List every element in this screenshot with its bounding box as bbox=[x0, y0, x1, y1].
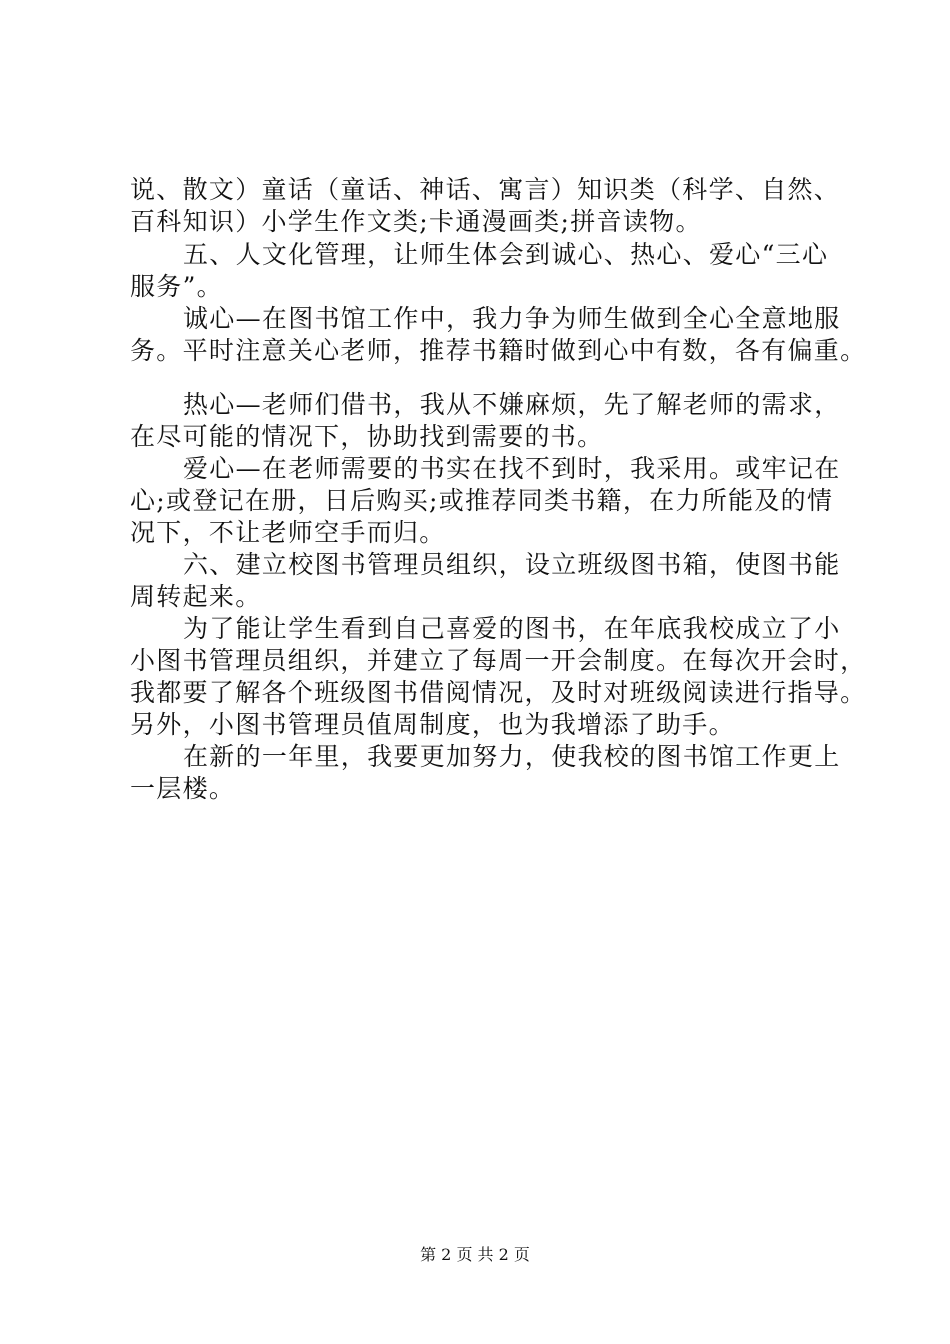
text-line: 小图书管理员组织，并建立了每周一开会制度。在每次开会时， bbox=[130, 646, 867, 675]
text-line: 服务”。 bbox=[130, 272, 223, 301]
text-line: 心;或登记在册，日后购买;或推荐同类书籍，在力所能及的情 bbox=[130, 486, 834, 515]
text-line: 另外，小图书管理员值周制度，也为我增添了助手。 bbox=[130, 710, 735, 739]
text-line: 热心—老师们借书，我从不嫌麻烦，先了解老师的需求， bbox=[183, 390, 841, 419]
text-line: 说、散文）童话（童话、神话、寓言）知识类（科学、自然、 bbox=[130, 175, 841, 204]
text-line: 在尽可能的情况下，协助找到需要的书。 bbox=[130, 422, 604, 451]
text-line: 爱心—在老师需要的书实在找不到时，我采用。或牢记在 bbox=[183, 454, 841, 483]
text-line: 务。平时注意关心老师，推荐书籍时做到心中有数，各有偏重。 bbox=[130, 336, 867, 365]
text-line: 五、人文化管理，让师生体会到诚心、热心、爱心“三心 bbox=[183, 240, 829, 269]
text-line: 我都要了解各个班级图书借阅情况，及时对班级阅读进行指导。 bbox=[130, 678, 867, 707]
text-line: 况下，不让老师空手而归。 bbox=[130, 518, 446, 547]
text-line: 六、建立校图书管理员组织，设立班级图书箱，使图书能 bbox=[183, 550, 841, 579]
page-number-footer: 第 2 页 共 2 页 bbox=[420, 1245, 530, 1264]
text-line: 周转起来。 bbox=[130, 582, 262, 611]
text-line: 百科知识）小学生作文类;卡通漫画类;拼音读物。 bbox=[130, 207, 702, 236]
text-line: 在新的一年里，我要更加努力，使我校的图书馆工作更上 bbox=[183, 742, 841, 771]
text-line: 为了能让学生看到自己喜爱的图书，在年底我校成立了小 bbox=[183, 614, 841, 643]
text-line: 一层楼。 bbox=[130, 774, 236, 803]
text-line: 诚心—在图书馆工作中，我力争为师生做到全心全意地服 bbox=[183, 304, 841, 333]
